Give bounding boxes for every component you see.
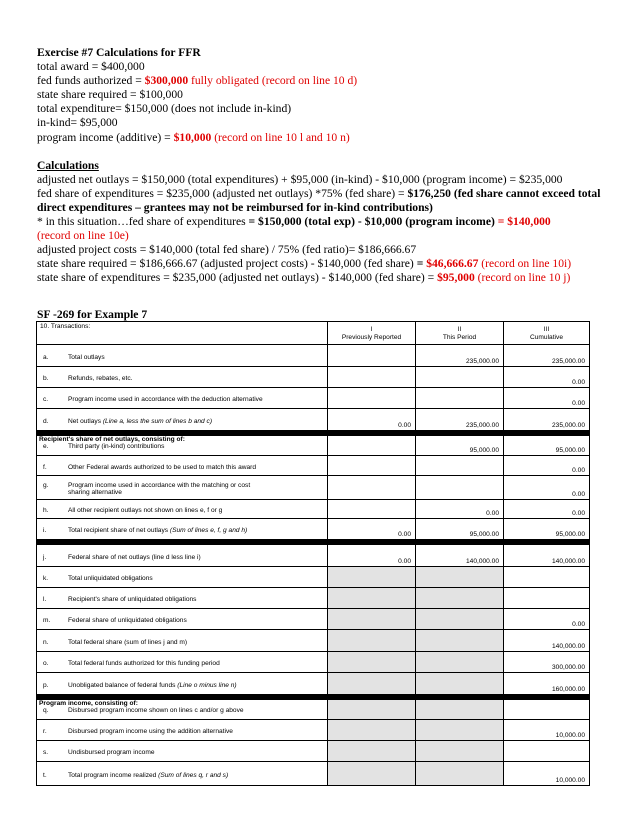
cell-previously-reported — [328, 436, 416, 456]
note-line: total expenditure= $150,000 (does not include in-kind) — [37, 102, 292, 116]
table-row — [37, 741, 590, 762]
row-label: d. Net outlays (Line a, less the sum of lines b and c) — [37, 409, 328, 431]
table-row — [37, 388, 590, 409]
cell-previously-reported — [328, 652, 416, 673]
note-line: in-kind= $95,000 — [37, 116, 118, 130]
cell-this-period: 95,000.00 — [416, 436, 504, 456]
row-label: g. Program income used in accordance with the matching or cost sharing alternative — [37, 476, 328, 500]
calc-line: state share required = $186,666.67 (adjusted project costs) - $140,000 (fed share) = $46,666.67 (record on line 10i) — [37, 257, 572, 271]
cell-this-period — [416, 762, 504, 786]
cell-previously-reported — [328, 500, 416, 519]
column-header-this-period: II This Period — [416, 322, 504, 345]
row-label: Recipient's share of net outlays, consisting of: e. Third party (in-kind) contributions — [37, 436, 328, 456]
cell-cumulative — [504, 567, 590, 588]
cell-this-period — [416, 476, 504, 500]
row-label: l. Recipient's share of unliquidated obligations — [37, 588, 328, 609]
cell-this-period — [416, 588, 504, 609]
cell-this-period — [416, 741, 504, 762]
cell-this-period: 140,000.00 — [416, 545, 504, 567]
table-row — [37, 545, 590, 567]
cell-previously-reported — [328, 700, 416, 720]
table-row — [37, 436, 590, 456]
sf269-transactions-table — [36, 321, 590, 786]
row-label: o. Total federal funds authorized for this funding period — [37, 652, 328, 673]
calc-line: adjusted project costs = $140,000 (total fed share) / 75% (fed ratio)= $186,666.67 — [37, 243, 417, 257]
cell-previously-reported — [328, 567, 416, 588]
cell-cumulative: 95,000.00 — [504, 436, 590, 456]
table-row — [37, 588, 590, 609]
row-label: f. Other Federal awards authorized to be used to match this award — [37, 456, 328, 476]
calc-line: fed share of expenditures = $235,000 (adjusted net outlays) *75% (fed share) = $176,250 (fed share cannot exceed total direct expenditures – grantees may not be reimbursed for in-kind contributions) — [37, 186, 601, 214]
transactions-label: 10. Transactions: — [37, 322, 328, 345]
calc-line: * in this situation…fed share of expenditures = $150,000 (total exp) - $10,000 (program income) = $140,000 (record on line 10e) — [37, 215, 551, 243]
column-header-previously-reported: I Previously Reported — [328, 322, 416, 345]
cell-this-period: 95,000.00 — [416, 519, 504, 540]
cell-previously-reported — [328, 388, 416, 409]
cell-this-period: 235,000.00 — [416, 409, 504, 431]
cell-this-period — [416, 720, 504, 741]
cell-previously-reported — [328, 720, 416, 741]
table-row — [37, 456, 590, 476]
cell-this-period — [416, 456, 504, 476]
cell-cumulative: 10,000.00 — [504, 762, 590, 786]
cell-cumulative: 0.00 — [504, 609, 590, 630]
exercise-title: Exercise #7 Calculations for FFR — [37, 46, 201, 59]
note-line: fed funds authorized = $300,000 fully obligated (record on line 10 d) — [37, 74, 358, 88]
row-label: Program income, consisting of: q. Disbursed program income shown on lines c and/or g above — [37, 700, 328, 720]
cell-cumulative: 10,000.00 — [504, 720, 590, 741]
table-row — [37, 345, 590, 367]
row-label: p. Unobligated balance of federal funds (Line o minus line n) — [37, 673, 328, 695]
cell-cumulative — [504, 588, 590, 609]
table-row — [37, 476, 590, 500]
cell-cumulative: 0.00 — [504, 476, 590, 500]
cell-cumulative: 0.00 — [504, 500, 590, 519]
row-label: i. Total recipient share of net outlays (Sum of lines e, f, g and h) — [37, 519, 328, 540]
cell-this-period — [416, 673, 504, 695]
cell-this-period — [416, 388, 504, 409]
row-label: h. All other recipient outlays not shown on lines e, f or g — [37, 500, 328, 519]
cell-cumulative: 140,000.00 — [504, 630, 590, 652]
cell-previously-reported — [328, 630, 416, 652]
cell-this-period: 0.00 — [416, 500, 504, 519]
table-row — [37, 652, 590, 673]
cell-previously-reported — [328, 762, 416, 786]
calculation-notes — [37, 46, 627, 286]
cell-previously-reported — [328, 456, 416, 476]
cell-previously-reported — [328, 367, 416, 388]
cell-cumulative: 0.00 — [504, 456, 590, 476]
table-row — [37, 673, 590, 695]
row-label: c. Program income used in accordance with the deduction alternative — [37, 388, 328, 409]
cell-this-period — [416, 630, 504, 652]
row-label: n. Total federal share (sum of lines j and m) — [37, 630, 328, 652]
table-row — [37, 700, 590, 720]
cell-previously-reported — [328, 673, 416, 695]
table-row — [37, 409, 590, 431]
table-row — [37, 567, 590, 588]
cell-cumulative: 235,000.00 — [504, 345, 590, 367]
note-line: state share required = $100,000 — [37, 88, 183, 102]
table-row — [37, 762, 590, 786]
cell-this-period: 235,000.00 — [416, 345, 504, 367]
row-label: r. Disbursed program income using the addition alternative — [37, 720, 328, 741]
table-row — [37, 609, 590, 630]
cell-previously-reported — [328, 345, 416, 367]
table-row — [37, 367, 590, 388]
table-header-row — [37, 322, 590, 345]
cell-cumulative: 160,000.00 — [504, 673, 590, 695]
row-label: j. Federal share of net outlays (line d less line i) — [37, 545, 328, 567]
row-label: s. Undisbursed program income — [37, 741, 328, 762]
cell-this-period — [416, 609, 504, 630]
cell-this-period — [416, 367, 504, 388]
cell-previously-reported — [328, 609, 416, 630]
cell-cumulative: 0.00 — [504, 367, 590, 388]
row-label: t. Total program income realized (Sum of lines q, r and s) — [37, 762, 328, 786]
cell-previously-reported — [328, 476, 416, 500]
cell-this-period — [416, 567, 504, 588]
cell-previously-reported: 0.00 — [328, 545, 416, 567]
cell-cumulative — [504, 741, 590, 762]
cell-cumulative: 95,000.00 — [504, 519, 590, 540]
row-label: m. Federal share of unliquidated obligations — [37, 609, 328, 630]
table-row — [37, 500, 590, 519]
calc-line: adjusted net outlays = $150,000 (total expenditures) + $95,000 (in-kind) - $10,000 (program income) = $235,000 — [37, 172, 563, 186]
cell-cumulative: 0.00 — [504, 388, 590, 409]
cell-this-period — [416, 652, 504, 673]
note-line: total award = $400,000 — [37, 60, 145, 74]
cell-previously-reported: 0.00 — [328, 519, 416, 540]
calc-line: state share of expenditures = $235,000 (adjusted net outlays) - $140,000 (fed share) = $95,000 (record on line 10 j) — [37, 271, 571, 285]
cell-cumulative: 140,000.00 — [504, 545, 590, 567]
note-line: program income (additive) = $10,000 (record on line 10 l and 10 n) — [37, 130, 350, 144]
table-row — [37, 720, 590, 741]
calculations-heading: Calculations — [37, 158, 99, 172]
cell-previously-reported: 0.00 — [328, 409, 416, 431]
cell-cumulative: 300,000.00 — [504, 652, 590, 673]
cell-this-period — [416, 700, 504, 720]
row-label: b. Refunds, rebates, etc. — [37, 367, 328, 388]
column-header-cumulative: III Cumulative — [504, 322, 590, 345]
sf269-title: SF -269 for Example 7 — [37, 308, 148, 321]
table-row — [37, 519, 590, 540]
row-label: k. Total unliquidated obligations — [37, 567, 328, 588]
row-label: a. Total outlays — [37, 345, 328, 367]
cell-cumulative: 235,000.00 — [504, 409, 590, 431]
table-row — [37, 630, 590, 652]
cell-previously-reported — [328, 741, 416, 762]
cell-cumulative — [504, 700, 590, 720]
cell-previously-reported — [328, 588, 416, 609]
